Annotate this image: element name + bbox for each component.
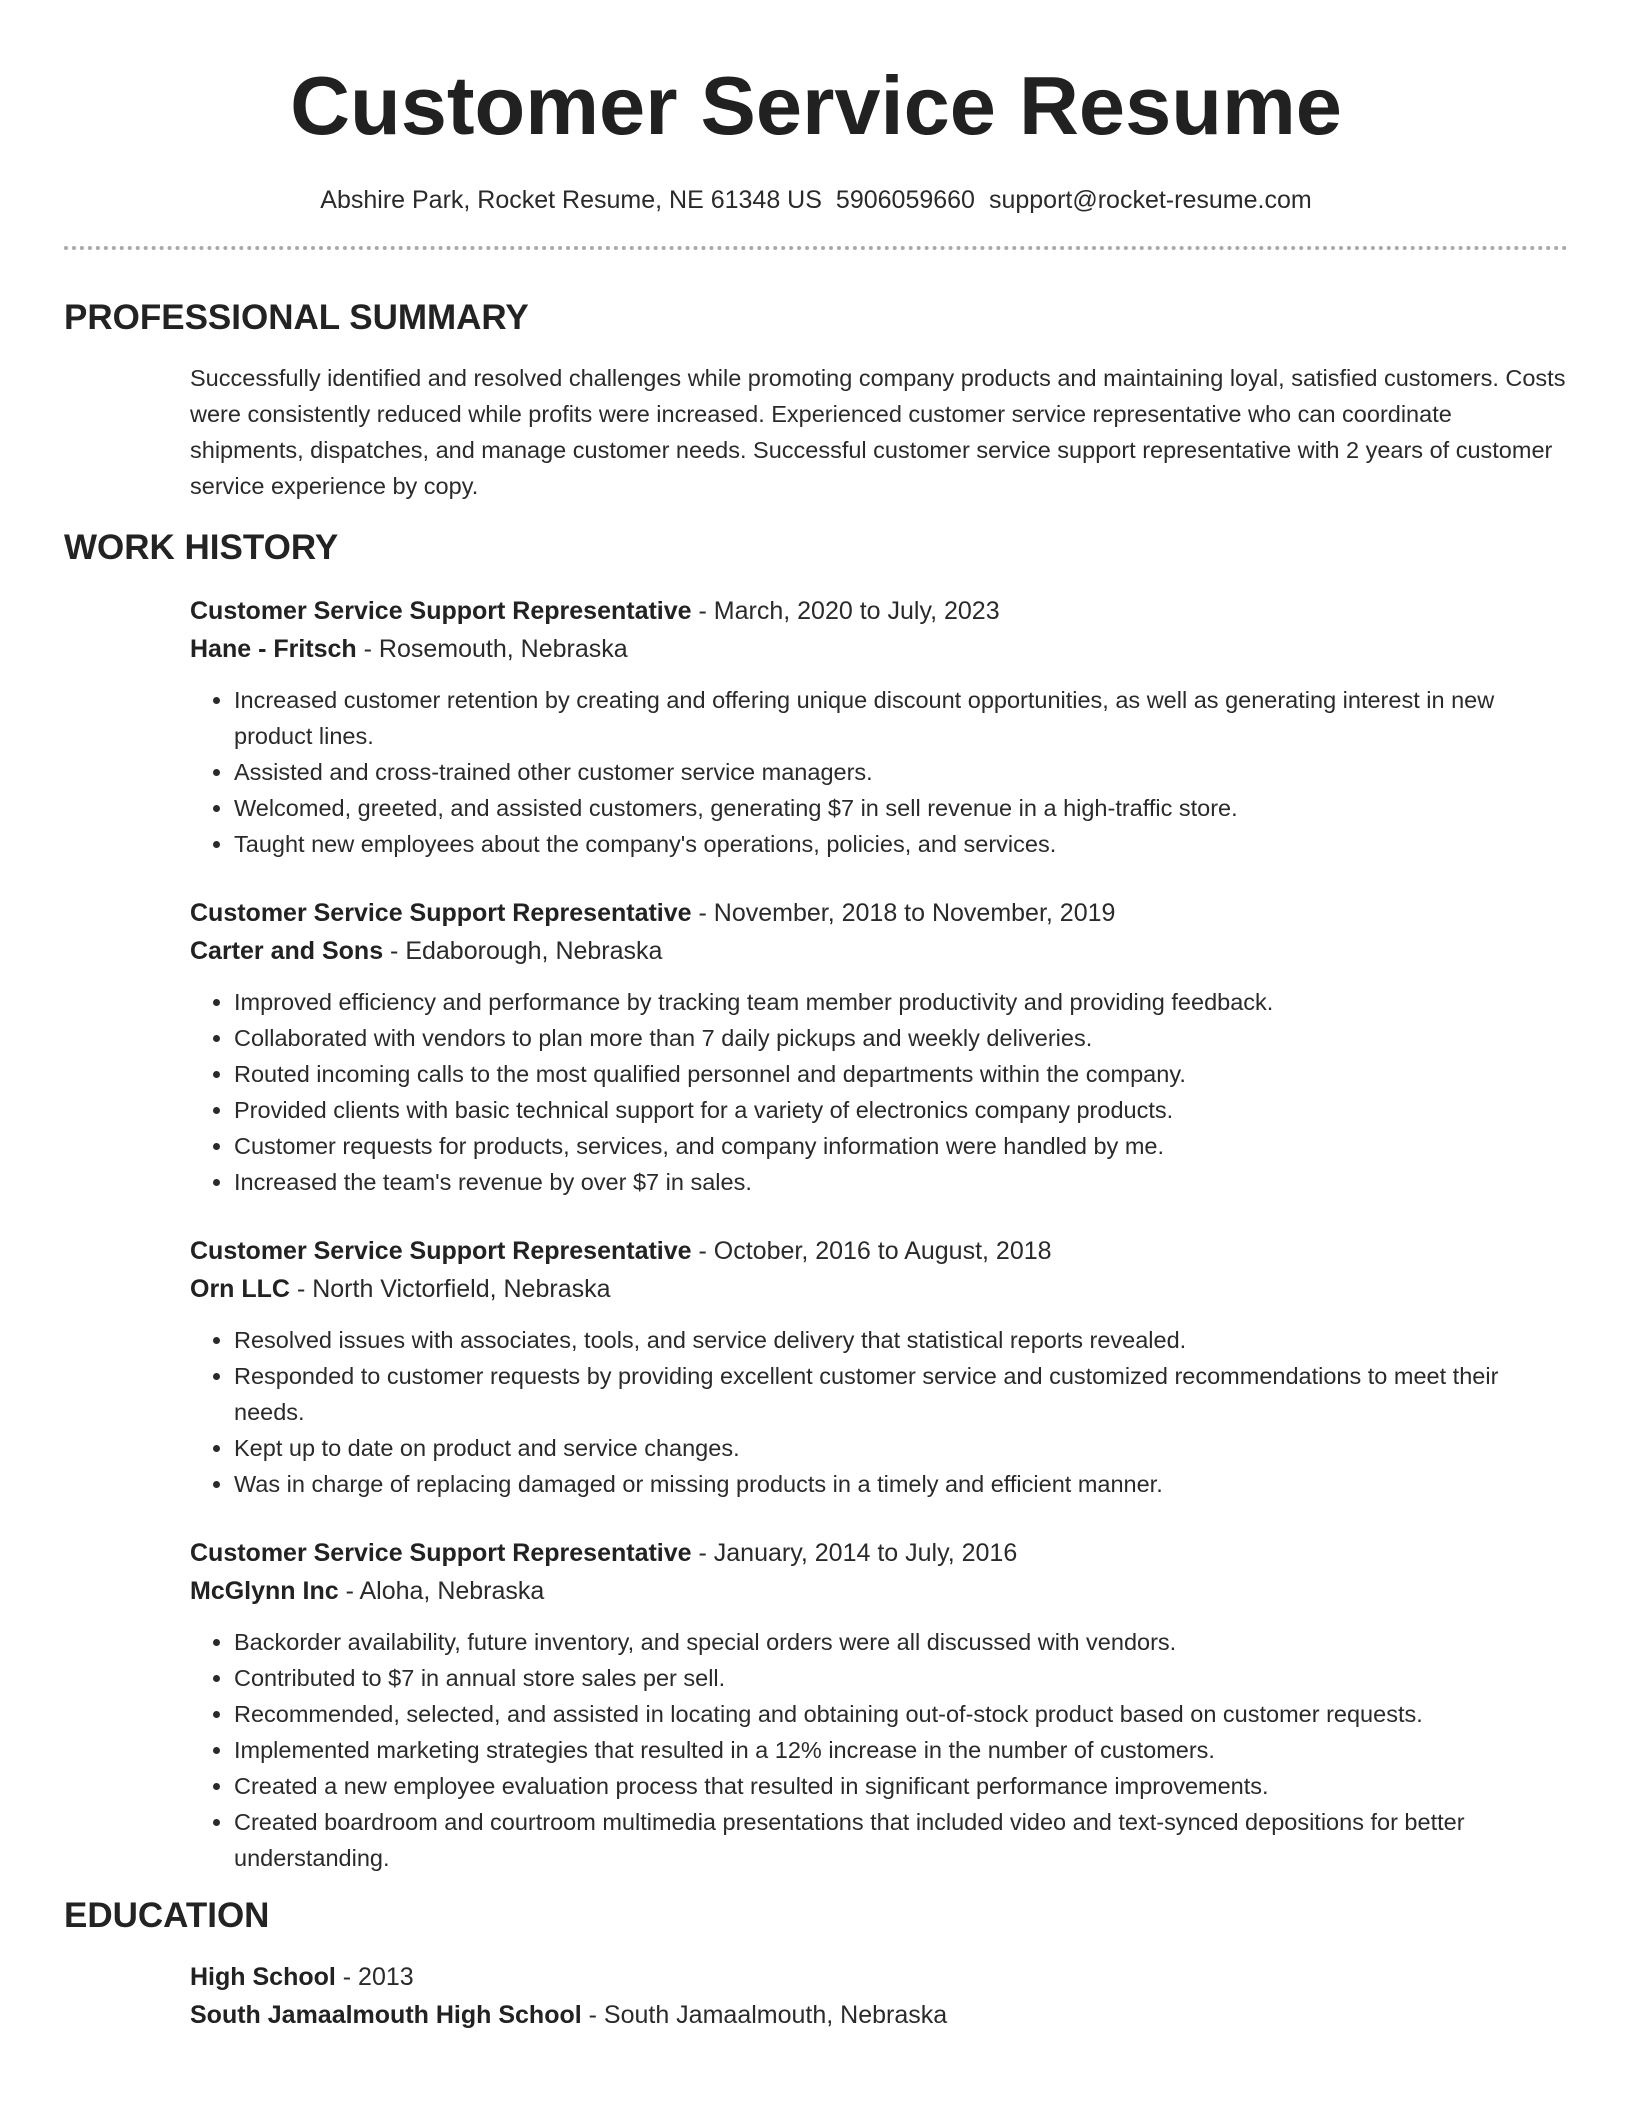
bullet-item: • Backorder availability, future inventory, and special orders were all discussed with vendors. (234, 1624, 1568, 1660)
job-location: Aloha, Nebraska (359, 1577, 545, 1605)
bullet-item: • Created boardroom and courtroom multimedia presentations that included video and text-synced depositions for better understanding. (234, 1804, 1568, 1876)
job-company-line: Hane - Fritsch - Rosemouth, Nebraska (190, 635, 628, 663)
bullet-item: • Created a new employee evaluation process that resulted in significant performance improvements. (234, 1768, 1568, 1804)
job-company: McGlynn Inc (190, 1577, 339, 1605)
job-company: Carter and Sons (190, 937, 384, 965)
education-school: South Jamaalmouth High School (190, 2001, 582, 2029)
education-heading: EDUCATION (64, 1896, 270, 1935)
job-dates: March, 2020 to July, 2023 (713, 597, 1000, 625)
job-location: Edaborough, Nebraska (405, 937, 663, 965)
job-company: Orn LLC (190, 1275, 290, 1303)
job-title-line: Customer Service Support Representative - October, 2016 to August, 2018 (190, 1237, 1052, 1265)
header-divider (64, 246, 1568, 250)
job-title: Customer Service Support Representative (190, 1237, 692, 1265)
contact-email: support@rocket-resume.com (988, 186, 1312, 214)
bullet-item: • Assisted and cross-trained other customer service managers. (234, 754, 1568, 790)
bullet-item: • Resolved issues with associates, tools, and service delivery that statistical reports revealed. (234, 1322, 1568, 1358)
education-school-line: South Jamaalmouth High School - South Jamaalmouth, Nebraska (190, 2001, 948, 2029)
job-bullets (190, 682, 1568, 862)
job-dates: November, 2018 to November, 2019 (713, 899, 1116, 927)
job-location: Rosemouth, Nebraska (378, 635, 628, 663)
job-entry (190, 894, 1568, 1200)
job-company-line: Carter and Sons - Edaborough, Nebraska (190, 937, 663, 965)
job-company-line: McGlynn Inc - Aloha, Nebraska (190, 1577, 545, 1605)
job-company-line: Orn LLC - North Victorfield, Nebraska (190, 1275, 611, 1303)
job-title: Customer Service Support Representative (190, 597, 692, 625)
job-title-line: Customer Service Support Representative - March, 2020 to July, 2023 (190, 597, 1000, 625)
contact-line (64, 184, 1568, 216)
bullet-item: • Improved efficiency and performance by tracking team member productivity and providing feedback. (234, 984, 1568, 1020)
bullet-item: • Was in charge of replacing damaged or missing products in a timely and efficient manner. (234, 1466, 1568, 1502)
education-year: 2013 (358, 1963, 414, 1991)
education-degree-line: High School - 2013 (190, 1963, 414, 1991)
education-entry (190, 1958, 1568, 2034)
education-degree: High School (190, 1963, 336, 1991)
summary-heading: PROFESSIONAL SUMMARY (64, 298, 529, 337)
job-title: Customer Service Support Representative (190, 1539, 692, 1567)
job-entry (190, 592, 1568, 862)
job-title: Customer Service Support Representative (190, 899, 692, 927)
bullet-item: • Taught new employees about the company's operations, policies, and services. (234, 826, 1568, 862)
job-title-line: Customer Service Support Representative - January, 2014 to July, 2016 (190, 1539, 1018, 1567)
summary-text: Successfully identified and resolved challenges while promoting company products and maintaining loyal, satisfied customers. Costs were consistently reduced while profits were increased. Experienced customer service representative who can coordinate shipments, dispatches, and manage customer needs. Successful customer service support representative with 2 years of customer service experience by copy. (190, 365, 1566, 499)
job-entry (190, 1534, 1568, 1876)
bullet-item: • Routed incoming calls to the most qualified personnel and departments within the company. (234, 1056, 1568, 1092)
bullet-item: • Increased customer retention by creating and offering unique discount opportunities, as well as generating interest in new product lines. (234, 682, 1568, 754)
bullet-item: • Kept up to date on product and service changes. (234, 1430, 1568, 1466)
bullet-item: • Provided clients with basic technical support for a variety of electronics company products. (234, 1092, 1568, 1128)
bullet-item: • Responded to customer requests by providing excellent customer service and customized recommendations to meet their needs. (234, 1358, 1568, 1430)
work-history-heading: WORK HISTORY (64, 528, 339, 567)
contact-phone: 5906059660 (835, 186, 975, 214)
job-dates: January, 2014 to July, 2016 (713, 1539, 1018, 1567)
job-dates: October, 2016 to August, 2018 (713, 1237, 1052, 1265)
bullet-item: • Customer requests for products, services, and company information were handled by me. (234, 1128, 1568, 1164)
education-location: South Jamaalmouth, Nebraska (603, 2001, 948, 2029)
bullet-item: • Contributed to $7 in annual store sales per sell. (234, 1660, 1568, 1696)
job-entry (190, 1232, 1568, 1502)
job-company: Hane - Fritsch (190, 635, 357, 663)
job-location: North Victorfield, Nebraska (312, 1275, 611, 1303)
job-bullets (190, 984, 1568, 1200)
bullet-item: • Recommended, selected, and assisted in locating and obtaining out-of-stock product based on customer requests. (234, 1696, 1568, 1732)
bullet-item: • Implemented marketing strategies that resulted in a 12% increase in the number of customers. (234, 1732, 1568, 1768)
bullet-item: • Increased the team's revenue by over $7 in sales. (234, 1164, 1568, 1200)
bullet-item: • Welcomed, greeted, and assisted customers, generating $7 in sell revenue in a high-traffic store. (234, 790, 1568, 826)
bullet-item: • Collaborated with vendors to plan more than 7 daily pickups and weekly deliveries. (234, 1020, 1568, 1056)
job-title-line: Customer Service Support Representative - November, 2018 to November, 2019 (190, 899, 1116, 927)
job-bullets (190, 1322, 1568, 1502)
resume-title: Customer Service Resume (290, 59, 1342, 152)
contact-address: Abshire Park, Rocket Resume, NE 61348 US (320, 186, 822, 214)
job-bullets (190, 1624, 1568, 1876)
